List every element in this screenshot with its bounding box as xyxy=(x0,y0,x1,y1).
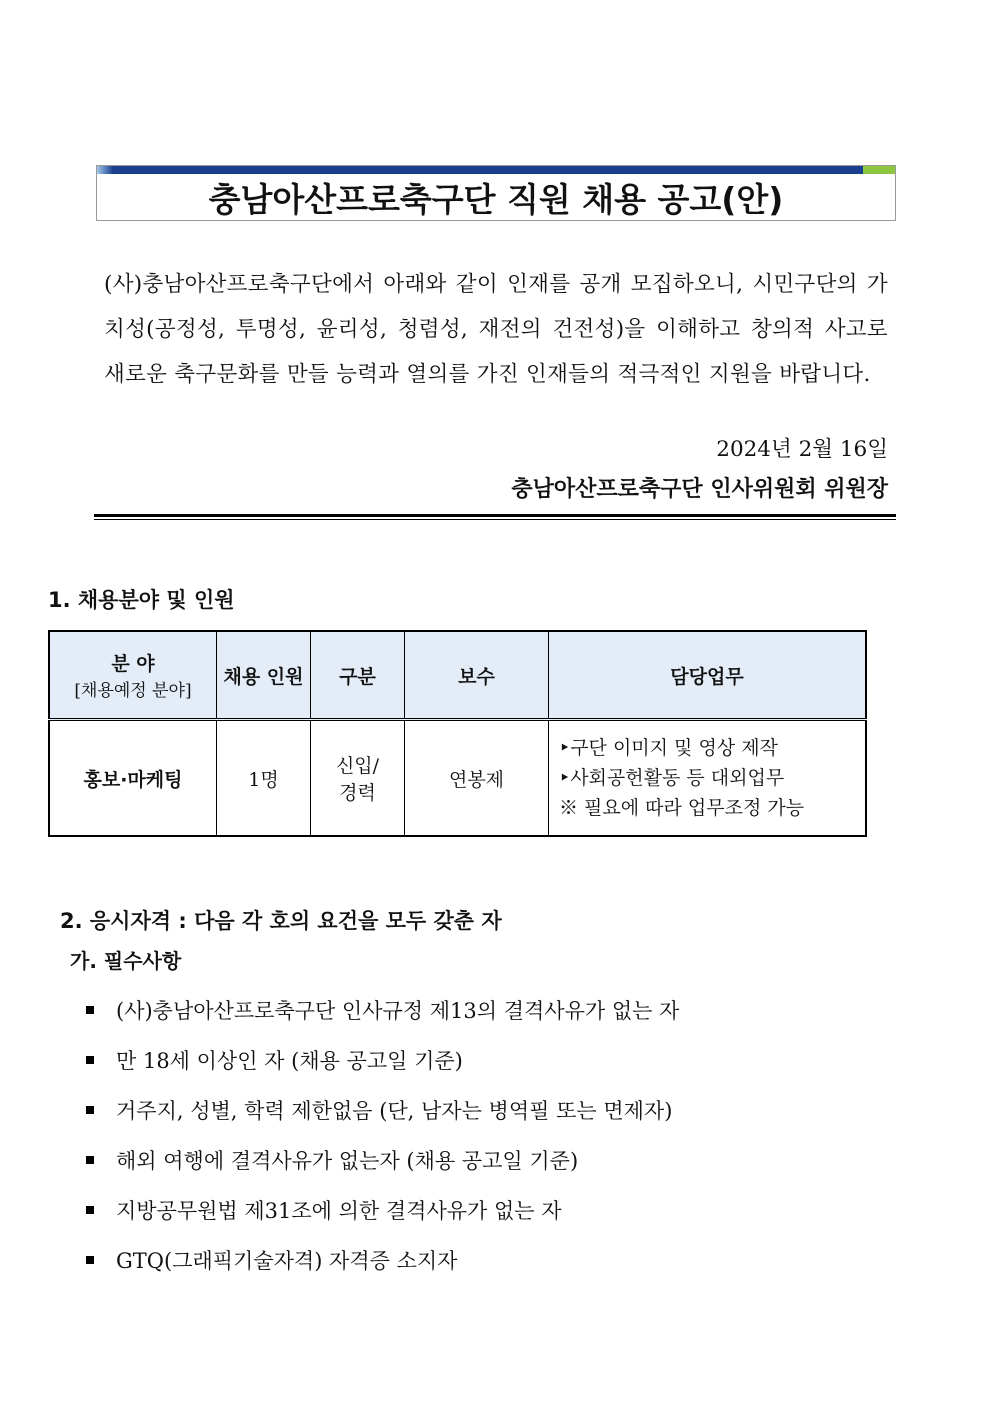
square-bullet-icon xyxy=(86,1106,94,1114)
list-item xyxy=(86,985,679,1035)
section2-subheading: 가. 필수사항 xyxy=(70,949,182,973)
cell-pay: 연봉제 xyxy=(405,720,549,837)
intro-paragraph: (사)충남아산프로축구단에서 아래와 같이 인재를 공개 모집하오니, 시민구단의 가치성(공정성, 투명성, 윤리성, 청렴성, 재전의 건전성)을 이해하고 창의적 사고로 새로운 축구문화를 만들 능력과 열의를 가진 인재들의 적극적인 지원을 바랍니다. xyxy=(104,272,888,387)
notice-date: 2024년 2월 16일 xyxy=(716,437,888,462)
cell-duties xyxy=(549,720,867,837)
header-duty: 담당업무 xyxy=(549,631,867,720)
page-title: 충남아산프로축구단 직원 채용 공고(안) xyxy=(208,179,784,219)
signer: 충남아산프로축구단 인사위원회 위원장 xyxy=(511,477,888,502)
square-bullet-icon xyxy=(86,1256,94,1264)
duty-item: ‣사회공헌활동 등 대외업무 xyxy=(559,767,785,789)
header-pay: 보수 xyxy=(405,631,549,720)
header-count: 채용 인원 xyxy=(217,631,311,720)
list-item-text: GTQ(그래픽기술자격) 자격증 소지자 xyxy=(116,1249,458,1273)
list-item-text: 지방공무원법 제31조에 의한 결격사유가 없는 자 xyxy=(116,1199,562,1223)
square-bullet-icon xyxy=(86,1206,94,1214)
list-item xyxy=(86,1185,679,1235)
title-box xyxy=(96,165,896,221)
square-bullet-icon xyxy=(86,1006,94,1014)
list-item xyxy=(86,1035,679,1085)
header-field-label: 분 야 xyxy=(111,653,155,675)
divider-thin xyxy=(94,519,896,520)
square-bullet-icon xyxy=(86,1156,94,1164)
duty-item: ‣구단 이미지 및 영상 제작 xyxy=(559,737,778,759)
cell-type: 신입/ 경력 xyxy=(311,720,405,837)
duty-item: ※ 필요에 따라 업무조정 가능 xyxy=(559,797,805,819)
list-item xyxy=(86,1085,679,1135)
table-row xyxy=(49,720,866,837)
requirements-list xyxy=(86,985,679,1285)
header-field xyxy=(49,631,217,720)
recruitment-table xyxy=(48,630,867,837)
list-item-text: 해외 여행에 결격사유가 없는자 (채용 공고일 기준) xyxy=(116,1149,579,1173)
cell-field: 홍보·마케팅 xyxy=(49,720,217,837)
list-item-text: (사)충남아산프로축구단 인사규정 제13의 결격사유가 없는 자 xyxy=(116,999,680,1023)
divider-thick xyxy=(94,514,896,517)
section2-heading: 2. 응시자격 : 다음 각 호의 요건을 모두 갖춘 자 xyxy=(60,909,502,933)
list-item xyxy=(86,1135,679,1185)
list-item-text: 거주지, 성별, 학력 제한없음 (단, 남자는 병역필 또는 면제자) xyxy=(116,1099,673,1123)
list-item xyxy=(86,1235,679,1285)
cell-count: 1명 xyxy=(217,720,311,837)
section1-heading: 1. 채용분야 및 인원 xyxy=(48,588,235,612)
header-field-sub: [채용예정 분야] xyxy=(74,681,192,701)
list-item-text: 만 18세 이상인 자 (채용 공고일 기준) xyxy=(116,1049,463,1073)
square-bullet-icon xyxy=(86,1056,94,1064)
header-type: 구분 xyxy=(311,631,405,720)
